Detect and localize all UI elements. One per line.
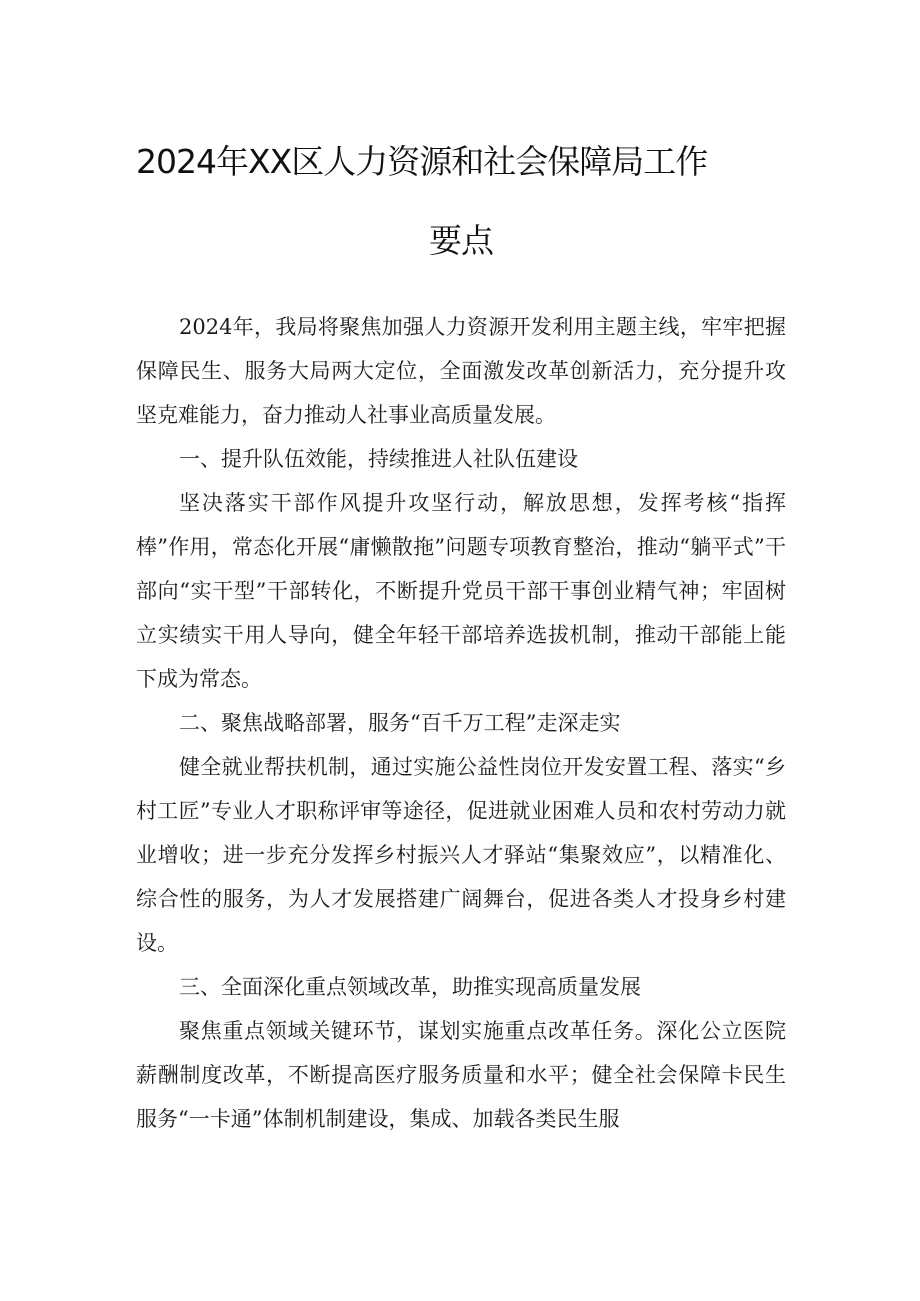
section-body-3: 聚焦重点领域关键环节，谋划实施重点改革任务。深化公立医院薪酬制度改革，不断提高医疗服务质量和水平；健全社会保障卡民生服务“一卡通”体制机制建设，集成、加载各类民生服 — [136, 1019, 786, 1131]
document-body — [136, 305, 786, 1141]
section-heading-1: 一、提升队伍效能，持续推进人社队伍建设 — [179, 447, 578, 471]
document-title-line-1: 2024年XX区人力资源和社会保障局工作 — [136, 142, 708, 181]
section-body-2: 健全就业帮扶机制，通过实施公益性岗位开发安置工程、落实“乡村工匠”专业人才职称评审等途径，促进就业困难人员和农村劳动力就业增收；进一步充分发挥乡村振兴人才驿站“集聚效应”，以精准化、综合性的服务，为人才发展搭建广阔舞台，促进各类人才投身乡村建设。 — [136, 755, 786, 955]
section-heading-2: 二、聚焦战略部署，服务“百千万工程”走深走实 — [179, 711, 621, 735]
document-title-line-2: 要点 — [429, 221, 493, 260]
section-heading-3: 三、全面深化重点领域改革，助推实现高质量发展 — [179, 975, 641, 999]
section-body-1: 坚决落实干部作风提升攻坚行动，解放思想，发挥考核“指挥棒”作用，常态化开展“庸懒散拖”问题专项教育整治，推动“躺平式”干部向“实干型”干部转化，不断提升党员干部干事创业精气神；牢固树立实绩实干用人导向，健全年轻干部培养选拔机制，推动干部能上能下成为常态。 — [136, 491, 786, 691]
intro-paragraph: 2024年，我局将聚焦加强人力资源开发利用主题主线，牢牢把握保障民生、服务大局两大定位，全面激发改革创新活力，充分提升攻坚克难能力，奋力推动人社事业高质量发展。 — [136, 315, 786, 427]
